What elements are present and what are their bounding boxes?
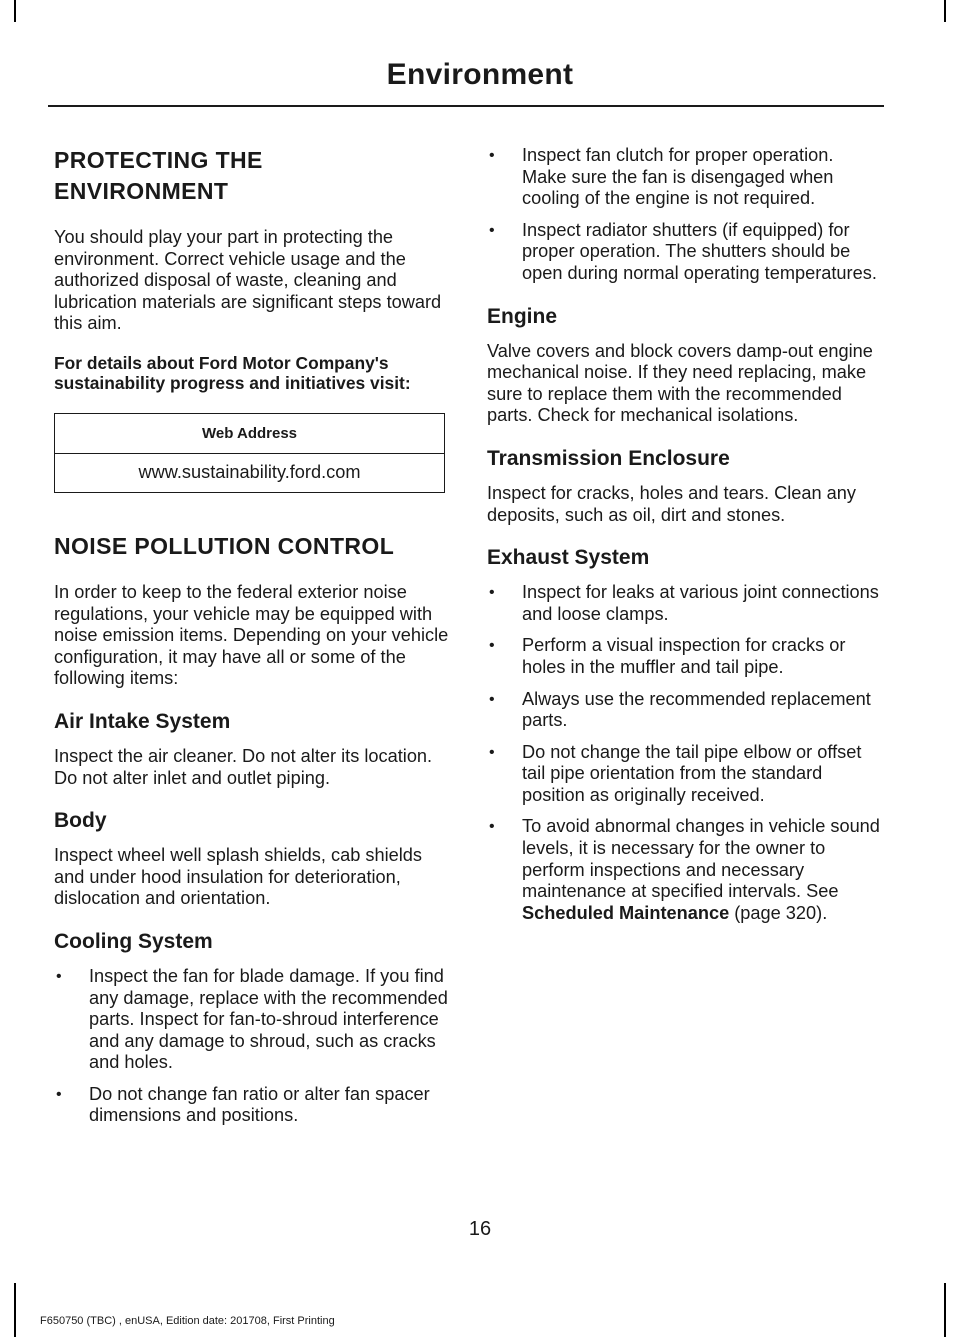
list-item: • Inspect radiator shutters (if equipped) for proper operation. The shutters should be open during normal operating temperatures.: [487, 220, 882, 285]
engine-paragraph: Valve covers and block covers damp-out engine mechanical noise. If they need replacing, make sure to replace them with the recommended parts. Check for mechanical isolations.: [487, 340, 873, 426]
section-title-noise: NOISE POLLUTION CONTROL: [54, 532, 395, 559]
exhaust-list: [487, 582, 882, 924]
scheduled-maintenance-link[interactable]: Scheduled Maintenance: [522, 902, 730, 923]
header-divider: [48, 105, 884, 107]
crop-mark-bottom-right-v: [944, 1283, 946, 1337]
page-number: 16: [468, 1218, 492, 1240]
transmission-paragraph: Inspect for cracks, holes and tears. Clean any deposits, such as oil, dirt and stones.: [487, 482, 856, 525]
list-item: [487, 816, 882, 924]
list-item: • Always use the recommended replacement parts.: [487, 689, 882, 732]
air-intake-paragraph: Inspect the air cleaner. Do not alter its location. Do not alter inlet and outlet piping.: [54, 745, 433, 788]
list-item: • Inspect the fan for blade damage. If you find any damage, replace with the recommended parts. Inspect for fan-to-shroud interference and any damage to shroud, such as cracks and holes.: [54, 966, 454, 1074]
crop-mark-top-right-v: [944, 0, 946, 22]
subtitle-air-intake: Air Intake System: [54, 709, 231, 733]
web-address-value: www.sustainability.ford.com: [55, 453, 445, 492]
list-item: • Inspect for leaks at various joint connections and loose clamps.: [487, 582, 882, 625]
section-title-protecting: [54, 145, 454, 207]
list-item: • Do not change fan ratio or alter fan spacer dimensions and positions.: [54, 1084, 454, 1127]
list-item-text: To avoid abnormal changes in vehicle sound levels, it is necessary for the owner to perform inspections and necessary maintenance at specified intervals. See: [522, 816, 880, 902]
crop-mark-top-left-v: [14, 0, 16, 22]
subtitle-transmission: Transmission Enclosure: [487, 446, 730, 470]
page-reference: (page 320).: [729, 902, 828, 923]
page-header-title: Environment: [386, 58, 574, 91]
crop-mark-bottom-left-v: [14, 1283, 16, 1337]
web-address-header: Web Address: [55, 413, 445, 453]
sustainability-note: For details about Ford Motor Company's sustainability progress and initiatives visit:: [54, 352, 411, 393]
protecting-paragraph: You should play your part in protecting the environment. Correct vehicle usage and the authorized disposal of waste, cleaning and lubrication materials are significant steps toward this aim.: [54, 227, 442, 334]
left-column: [54, 145, 454, 1145]
right-column: [487, 145, 882, 942]
noise-paragraph: In order to keep to the federal exterior noise regulations, your vehicle may be equipped with noise emission items. Depending on your vehicle configuration, it may have all or some of the following items:: [54, 581, 449, 689]
footer-edition: F650750 (TBC) , enUSA, Edition date: 201708, First Printing: [40, 1315, 335, 1327]
section-title-line2: ENVIRONMENT: [54, 178, 229, 204]
subtitle-engine: Engine: [487, 304, 558, 328]
cooling-list-continued: [487, 145, 882, 285]
cooling-list: [54, 966, 454, 1127]
list-item: • Do not change the tail pipe elbow or offset tail pipe orientation from the standard position as originally received.: [487, 742, 882, 807]
list-item: • Perform a visual inspection for cracks or holes in the muffler and tail pipe.: [487, 635, 882, 678]
section-title-line1: PROTECTING THE: [54, 147, 263, 173]
list-item: • Inspect fan clutch for proper operation. Make sure the fan is disengaged when cooling of the engine is not required.: [487, 145, 882, 210]
web-address-table: [54, 413, 445, 493]
subtitle-cooling: Cooling System: [54, 929, 213, 953]
body-paragraph: Inspect wheel well splash shields, cab shields and under hood insulation for deterioration, dislocation and orientation.: [54, 845, 422, 909]
subtitle-body: Body: [54, 809, 107, 833]
subtitle-exhaust: Exhaust System: [487, 546, 650, 570]
